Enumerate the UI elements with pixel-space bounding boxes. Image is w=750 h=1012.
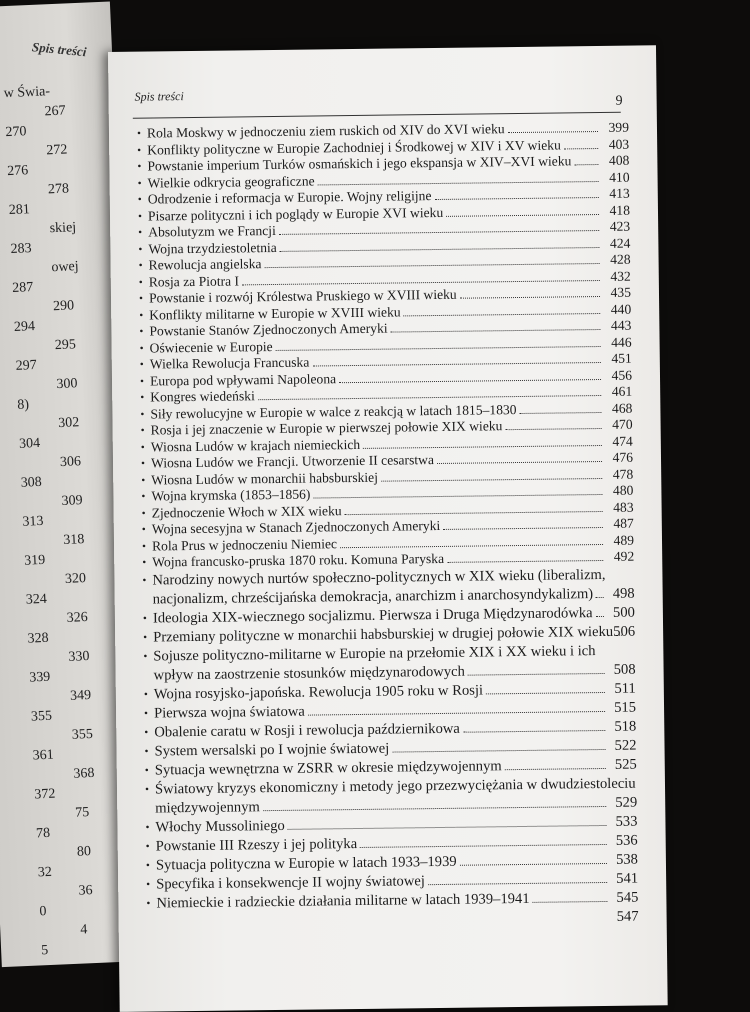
previous-page-line: 339 (29, 670, 51, 691)
toc-entry-title: Narodziny nowych nurtów społeczno-politycznych w XIX wieku (liberalizm, (152, 565, 606, 590)
toc-entry-title: Rewolucja angielska (149, 256, 262, 274)
toc-entry-title: Sojusze polityczno-militarne w Europie na przełomie XIX i XX wieku i ich (153, 641, 607, 666)
toc-entry-title: Siły rewolucyjne w Europie w walce z reakcją w latach 1815–1830 (150, 402, 516, 423)
toc-entry-title: Rola Prus w jednoczeniu Niemiec (152, 536, 337, 555)
bullet-icon: • (133, 307, 149, 324)
bullet-icon: • (136, 554, 152, 571)
previous-page-line: 324 (26, 592, 48, 613)
previous-page-line: 320 (65, 571, 87, 592)
bullet-icon: • (134, 357, 150, 374)
toc-entry-page-number: 511 (608, 679, 636, 698)
toc-entry-page-number: 423 (602, 219, 630, 236)
toc-entry-title: Konflikty polityczne w Europie Zachodniej i Środkowej w XIV i XV wieku (147, 137, 561, 159)
toc-entry-page-number: 443 (603, 318, 631, 335)
toc-entry-page-number: 432 (603, 268, 631, 285)
toc-entry-title-continued: wpływ na zaostrzenie stosunków międzynarodowych (154, 662, 465, 685)
toc-entry-title-continued: międzywojennym (155, 798, 260, 818)
toc-entry-title: Wielka Rewolucja Francuska (150, 355, 310, 373)
dot-leader (279, 230, 599, 235)
previous-page-line: 267 (44, 103, 66, 124)
toc-entry-page-number: 515 (608, 698, 636, 717)
previous-page-line: 361 (32, 748, 54, 769)
toc-entry-page-number: 483 (606, 499, 634, 516)
bullet-icon: • (132, 175, 148, 192)
bullet-icon: • (133, 274, 149, 291)
toc-entry-title: Sytuacja wewnętrzna w ZSRR w okresie międzywojennym (155, 757, 502, 780)
dot-leader (381, 477, 602, 481)
previous-page-line: 304 (19, 436, 41, 457)
dot-leader (312, 362, 600, 367)
toc-entry-page-number: 487 (606, 516, 634, 533)
dot-leader (596, 615, 604, 616)
previous-page-line: 318 (63, 532, 85, 553)
previous-page-line: owej (51, 259, 79, 280)
toc-entry (137, 641, 635, 685)
dot-leader (443, 527, 603, 530)
dot-leader (280, 247, 600, 252)
dot-leader (463, 729, 605, 732)
bullet-icon: • (136, 538, 152, 555)
previous-page-line: 297 (15, 358, 37, 379)
dot-leader (508, 131, 598, 133)
dot-leader (340, 543, 603, 547)
toc-entry-page-number: 474 (605, 433, 633, 450)
dot-leader (363, 444, 602, 448)
toc-entry-title: Powstanie Stanów Zjednoczonych Ameryki (149, 321, 387, 340)
toc-entry-body (155, 774, 609, 818)
bullet-icon: • (134, 406, 150, 423)
toc-entry-page-number: 545 (610, 888, 638, 907)
toc-entry-title: Światowy kryzys ekonomiczny i metody jego przezwyciężania w dwudziestoleciu (155, 774, 609, 799)
bullet-icon: • (135, 489, 151, 506)
dot-leader (596, 596, 604, 597)
toc-entry-page-number: 451 (604, 351, 632, 368)
toc-entry-body (152, 565, 606, 609)
toc-entry (139, 774, 637, 818)
toc-entry-title: Przemiany polityczne w monarchii habsburskiej w drugiej połowie XIX wieku (153, 622, 613, 647)
toc-entry-page-number: 518 (608, 717, 636, 736)
previous-page-line: 270 (5, 124, 27, 145)
dot-leader (308, 710, 605, 715)
toc-entry-title: Powstanie III Rzeszy i jej polityka (156, 835, 358, 856)
toc-entry-page-number: 399 (601, 120, 629, 137)
dot-leader (460, 296, 600, 299)
toc-entry-page-number: 525 (609, 755, 637, 774)
dot-leader (428, 881, 607, 884)
toc-entry-page-number: 489 (606, 532, 634, 549)
bullet-icon: • (132, 208, 148, 225)
toc-entry-page-number: 461 (604, 384, 632, 401)
toc-entry-title: Odrodzenie i reformacja w Europie. Wojny religijne (148, 188, 432, 208)
previous-page-line: 0 (39, 904, 47, 924)
toc-entry-title: Kongres wiedeński (150, 388, 255, 406)
previous-page-line: 281 (9, 202, 31, 223)
previous-page-line: 309 (61, 493, 83, 514)
bullet-icon: • (137, 628, 153, 647)
toc-entry-title: Oświecenie w Europie (150, 339, 273, 357)
dot-leader (505, 767, 606, 769)
previous-page-line: 330 (68, 648, 90, 669)
toc-entry-body (153, 641, 607, 685)
toc-entry-page-number: 428 (602, 252, 630, 269)
toc-entry-page-number: 410 (601, 169, 629, 186)
bullet-icon: • (139, 780, 155, 799)
bullet-icon: • (137, 609, 153, 628)
toc-entry-page-number: 508 (607, 660, 635, 679)
bullet-icon: • (132, 241, 148, 258)
toc-entry-page-number: 435 (603, 285, 631, 302)
dot-leader (486, 691, 605, 693)
toc-entry-title: System wersalski po I wojnie światowej (154, 739, 389, 761)
toc-entry-title: Wojna trzydziestoletnia (148, 239, 277, 257)
bullet-icon: • (131, 142, 147, 159)
toc-entry-title: Rola Moskwy w jednoczeniu ziem ruskich od XIV do XVI wieku (147, 121, 505, 142)
previous-page-line: 5 (41, 943, 49, 963)
toc-entry-page-number: 456 (604, 367, 632, 384)
toc-entry-page-number: 547 (610, 907, 638, 926)
toc-entry-title: Wiosna Ludów we Francji. Utworzenie II cesarstwa (151, 452, 434, 472)
bullet-icon: • (138, 685, 154, 704)
dot-leader (258, 395, 601, 400)
toc-entry-title: Niemieckie i radzieckie działania militarne w latach 1939–1941 (156, 889, 529, 913)
dot-leader (276, 346, 601, 351)
toc-entry-page-number: 538 (610, 850, 638, 869)
dot-leader (263, 805, 606, 810)
previous-page-line: 319 (24, 553, 46, 574)
dot-leader (288, 824, 607, 829)
toc-entry-page-number: 533 (609, 812, 637, 831)
toc-entry (136, 565, 634, 609)
previous-page-line: 368 (73, 765, 95, 786)
dot-leader (574, 164, 598, 165)
book-page (108, 45, 668, 1012)
toc-entry-title: Absolutyzm we Francji (148, 223, 276, 241)
previous-page-line: 306 (60, 454, 82, 475)
previous-page-line: 80 (77, 844, 92, 865)
dot-leader (468, 672, 605, 675)
bullet-icon: • (139, 818, 155, 837)
toc-entry-page-number: 408 (601, 153, 629, 170)
toc-entry-title: Wiosna Ludów w krajach niemieckich (151, 436, 361, 455)
bullet-icon: • (133, 258, 149, 275)
previous-page-line: 4 (80, 922, 88, 942)
previous-page-line: 32 (37, 865, 52, 886)
previous-page-header: Spis treści (31, 39, 87, 60)
dot-leader (265, 263, 600, 268)
bullet-icon: • (135, 439, 151, 456)
previous-page-line: 276 (7, 163, 29, 184)
toc-entry-page-number: 468 (604, 400, 632, 417)
toc-entry-title: Europa pod wpływami Napoleona (150, 371, 336, 390)
dot-leader (447, 560, 603, 563)
toc-entry-title: Sytuacja polityczna w Europie w latach 1933–1939 (156, 852, 457, 875)
toc-entry-title: Rosja i jej znaczenie w Europie w pierwszej połowie XIX wieku (151, 418, 503, 439)
previous-page-line: 308 (20, 475, 42, 496)
toc-entry-title: Rosja za Piotra I (149, 273, 239, 291)
bullet-icon: • (139, 761, 155, 780)
bullet-icon: • (136, 571, 152, 590)
toc-entry-page-number: 418 (602, 202, 630, 219)
toc-entry-page-number: 478 (605, 466, 633, 483)
previous-page-line: 287 (12, 280, 34, 301)
bullet-icon: • (132, 192, 148, 209)
bullet-icon: • (138, 742, 154, 761)
toc-entry-title: Powstanie i rozwój Królestwa Pruskiego w XVIII wieku (149, 287, 457, 307)
toc-entry-title: Wiosna Ludów w monarchii habsburskiej (151, 469, 378, 488)
toc-entry-page-number: 470 (604, 417, 632, 434)
previous-page-line: 355 (31, 709, 53, 730)
previous-page-line: 328 (27, 631, 49, 652)
toc-entry-title: Powstanie imperium Turków osmańskich i jego ekspansja w XIV–XVI wieku (147, 153, 571, 175)
previous-page-line: 283 (10, 241, 32, 262)
toc-entry-title: Zjednoczenie Włoch w XIX wieku (152, 503, 342, 522)
toc-entry-page-number: 403 (601, 136, 629, 153)
previous-page-line: 272 (46, 142, 68, 163)
previous-page-line: 302 (58, 415, 80, 436)
toc-entry-page-number: 500 (607, 603, 635, 622)
dot-leader (520, 411, 602, 413)
toc-entry-page-number: 506 (607, 622, 635, 641)
toc-entry-title: Ideologia XIX-wiecznego socjalizmu. Pierwsza i Druga Międzynarodówka (153, 604, 593, 628)
previous-page-line: w Świa- (3, 84, 50, 106)
dot-leader (437, 461, 602, 464)
toc-entry-page-number: 522 (608, 736, 636, 755)
dot-leader (391, 329, 601, 333)
toc-entry-page-number: 446 (603, 334, 631, 351)
dot-leader (242, 280, 600, 285)
bullet-icon: • (131, 126, 147, 143)
toc-entry-title: Wojna rosyjsko-japońska. Rewolucja 1905 roku w Rosji (154, 681, 483, 704)
toc-entry-page-number: 440 (603, 301, 631, 318)
previous-page-line: 8) (17, 397, 30, 417)
toc-entry-page-number: 424 (602, 235, 630, 252)
bullet-icon: • (135, 456, 151, 473)
dot-leader (318, 181, 599, 185)
bullet-icon: • (136, 522, 152, 539)
toc-entry-page-number: 541 (610, 869, 638, 888)
dot-leader (533, 900, 608, 902)
toc-entry-page-number: 413 (602, 186, 630, 203)
toc-entry-title: Pierwsza wojna światowa (154, 702, 305, 723)
bullet-icon: • (136, 505, 152, 522)
previous-page-line: 326 (66, 610, 88, 631)
toc-entry-title: Wojna secesyjna w Stanach Zjednoczonych Ameryki (152, 518, 441, 538)
bullet-icon: • (140, 856, 156, 875)
toc-entry-title: Specyfika i konsekwencje II wojny światowej (156, 872, 425, 894)
bullet-icon: • (134, 340, 150, 357)
previous-page-line: 300 (56, 376, 78, 397)
bullet-icon: • (138, 723, 154, 742)
toc-entry-title: Pisarze polityczni i ich poglądy w Europie XVI wieku (148, 204, 443, 224)
toc-entry-page-number: 498 (607, 584, 635, 603)
toc-entry-page-number: 476 (605, 450, 633, 467)
dot-leader (460, 862, 607, 865)
dot-leader (404, 313, 601, 316)
bullet-icon: • (135, 423, 151, 440)
dot-leader (564, 148, 598, 149)
bullet-icon: • (133, 324, 149, 341)
toc-entry-title: Włochy Mussoliniego (155, 816, 285, 837)
dot-leader (505, 428, 601, 430)
bullet-icon: • (137, 647, 153, 666)
previous-page-line: 355 (71, 726, 93, 747)
toc-entry-title-continued: nacjonalizm, chrześcijańska demokracja, anarchizm i anarchosyndykalizm) (153, 585, 594, 609)
previous-page-line: 75 (75, 805, 90, 826)
toc-entry-page-number: 492 (606, 549, 634, 566)
bullet-icon: • (135, 472, 151, 489)
bullet-icon: • (138, 704, 154, 723)
table-of-contents (131, 120, 639, 933)
bullet-icon: • (140, 894, 156, 913)
toc-entry-title: Wielkie odkrycia geograficzne (148, 173, 315, 192)
previous-page-line: 36 (78, 883, 93, 904)
running-header: Spis treści (134, 89, 183, 105)
dot-leader (313, 494, 602, 499)
bullet-icon: • (132, 225, 148, 242)
dot-leader (360, 843, 607, 847)
bullet-icon: • (140, 875, 156, 894)
previous-page-line: 295 (54, 337, 76, 358)
dot-leader (392, 748, 605, 752)
page-number: 9 (616, 94, 623, 110)
toc-entry-page-number: 536 (610, 831, 638, 850)
bullet-icon: • (134, 390, 150, 407)
toc-entry-title: Konflikty militarne w Europie w XVIII wieku (149, 304, 401, 324)
previous-page-line: 313 (22, 514, 44, 535)
bullet-icon: • (133, 291, 149, 308)
toc-entry-title: Obalenie caratu w Rosji i rewolucja październikowa (154, 719, 460, 742)
previous-page-line: 278 (48, 181, 70, 202)
previous-page-line: 349 (70, 687, 92, 708)
previous-page-line: 78 (36, 826, 51, 847)
toc-entry-title: Wojna krymska (1853–1856) (151, 487, 310, 505)
previous-page-line: 290 (53, 298, 75, 319)
dot-leader (446, 214, 599, 217)
dot-leader (339, 379, 601, 383)
dot-leader (345, 510, 603, 514)
bullet-icon: • (140, 837, 156, 856)
header-rule (133, 112, 621, 119)
dot-leader (434, 197, 598, 200)
previous-page-line: 372 (34, 787, 56, 808)
toc-entry-page-number: 480 (605, 483, 633, 500)
bullet-icon: • (131, 159, 147, 176)
previous-page-line: 294 (14, 319, 36, 340)
bullet-icon: • (134, 373, 150, 390)
previous-page-line: skiej (49, 220, 76, 241)
previous-page-lines (0, 1, 110, 8)
toc-entry-page-number: 529 (609, 793, 637, 812)
toc-entry-title: Wojna francusko-pruska 1870 roku. Komuna Paryska (152, 551, 444, 571)
